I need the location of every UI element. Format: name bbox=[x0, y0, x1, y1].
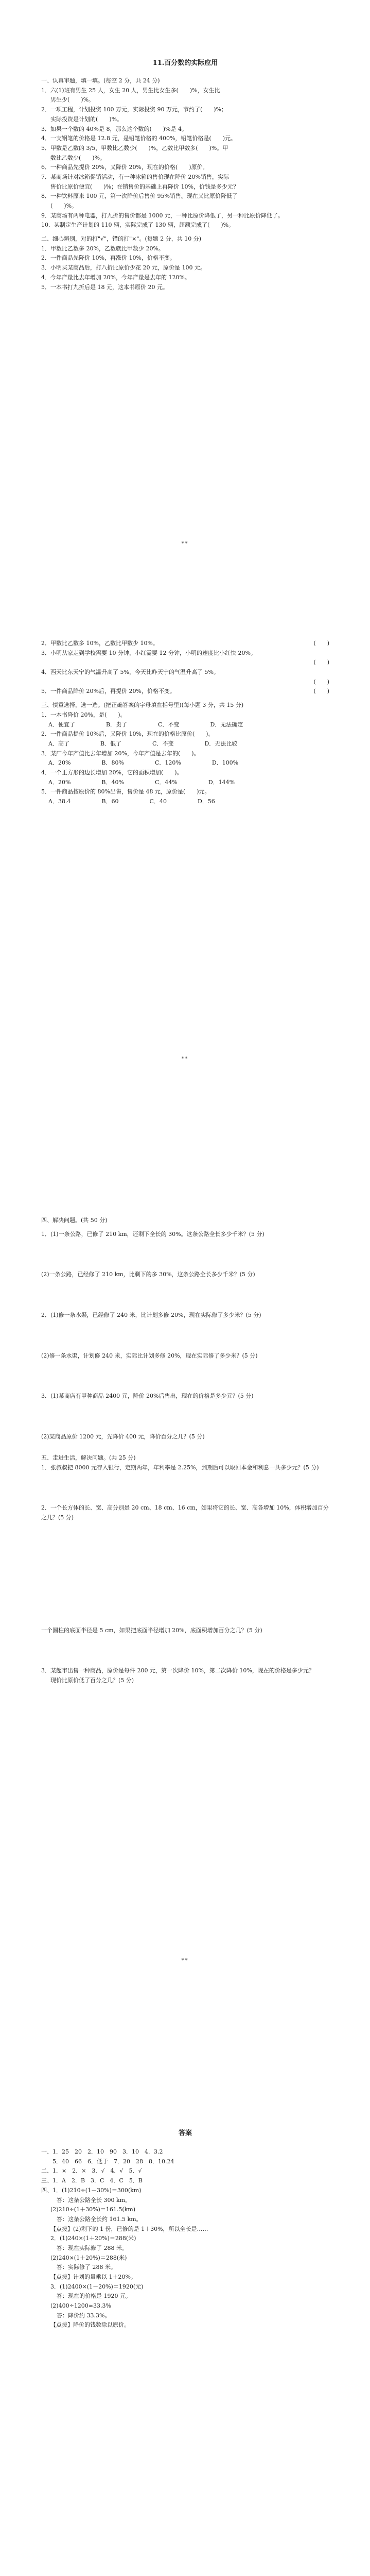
judge-line: 2．一件商品先降价 10%，再涨价 10%，价格不变。 bbox=[41, 255, 175, 262]
judge-paren: ( ) bbox=[313, 678, 329, 685]
section-heading: 五、走进生活，解决问题。(共 25 分) bbox=[41, 1454, 136, 1461]
judge-paren: ( ) bbox=[313, 659, 329, 666]
page-mark: ** bbox=[181, 1056, 189, 1062]
judge-line: 4．今年产量比去年增加 20%，今年产量是去年的 120%。 bbox=[41, 274, 190, 281]
choice-question: 5．一件商品按原价的 80%出售，售价是 48 元，原价是( )元。 bbox=[41, 788, 210, 795]
exercise-page-1 bbox=[41, 58, 329, 292]
page-title: 11.百分数的实际应用 bbox=[152, 59, 218, 67]
question-line: 4．一支钢笔的价格是 12.8 元，是铅笔价格的 400%，铅笔价格是( )元。 bbox=[41, 135, 237, 142]
question-line: 男生少( )%。 bbox=[50, 96, 95, 104]
question-line: 售价比原价便宜( )%；在销售价的基础上再降价 10%，价钱是多少元？ bbox=[50, 183, 239, 190]
word-problem: 2．(1)修一条水渠，已经修了 240 米，比计划多修 20%，现在实际修了多少米？(5 分) bbox=[41, 1312, 261, 1319]
question-line: 10．某制定生产计划的 110 辆，实际完成了 130 辆，超额完成了( )%。 bbox=[41, 222, 235, 229]
answer-line: 3．(1)2400×(1－20%)＝1920(元) bbox=[50, 2283, 144, 2290]
answer-line: 5．40 66 6．低于 7．20 28 8．10.24 bbox=[41, 2158, 174, 2165]
choice-options: A．38.4 B．60 C．40 D．56 bbox=[48, 798, 215, 805]
answer-hint: 【点拨】计划的量乘以 1＋20%。 bbox=[50, 2274, 136, 2281]
word-problem: (2)一条公路，已经修了 210 km，比剩下的多 30%，这条公路全长多少千米？(5 分) bbox=[41, 1271, 255, 1278]
judge-line: 3．小明从家走到学校需要 10 分钟，小红需要 12 分钟，小明的速度比小红快 20%。 bbox=[41, 649, 256, 656]
answer-line: 答：这条公路全长 300 km。 bbox=[57, 2196, 131, 2204]
answer-line: 三、1．A 2．B 3．C 4．C 5．B bbox=[41, 2177, 143, 2184]
choice-question: 4．一个正方形的边长增加 20%，它的面积增加( )。 bbox=[41, 769, 183, 776]
answer-line: (2)210÷(1＋30%)＝161.5(km) bbox=[50, 2206, 135, 2213]
word-problem: (2)修一条水渠，计划修 240 米，实际比计划多修 20%，现在实际修了多少米？(5 分) bbox=[41, 1352, 258, 1359]
word-problem: 1．(1)一条公路，已修了 210 km，还剩下全长的 30%。这条公路全长多少千米？(5 分) bbox=[41, 1230, 265, 1238]
question-line: 1．六(1)班有男生 25 人，女生 20 人，男生比女生多( )%，女生比 bbox=[41, 87, 220, 94]
question-line: 数比乙数少( )%。 bbox=[50, 154, 106, 161]
word-problem: 1．张叔叔把 8000 元存入银行，定期两年，年利率是 2.25%，到期后可以取回本金和利息一共多少元？(5 分) bbox=[41, 1464, 319, 1471]
question-line: 3．如果一个数的 40%是 8，那么这个数的( )%是 4。 bbox=[41, 125, 187, 132]
choice-options: A．高了 B．低了 C．不变 D．无法比较 bbox=[48, 740, 238, 747]
page-mark: ** bbox=[181, 541, 189, 547]
question-line: 6．一种商品先提价 20%，又降价 20%，现在的价格( )原价。 bbox=[41, 164, 208, 171]
word-problem: 现价比原价低了百分之几？(5 分) bbox=[50, 1676, 134, 1684]
judge-line: 1．甲数比乙数多 20%，乙数就比甲数少 20%。 bbox=[41, 245, 164, 252]
page-mark: ** bbox=[181, 1958, 189, 1963]
judge-line: 3．小明买某商品后，打八折比原价少花 20 元，原价是 100 元。 bbox=[41, 264, 206, 272]
question-line: ( )%。 bbox=[50, 202, 78, 210]
question-line: 7．某商场针对冰箱促销活动，有一种冰箱的售价现在降价 20%销售，实际 bbox=[41, 173, 229, 180]
judge-line: 4．西天比东天宁的气温升高了 5%，今天比昨天宁的气温升高了 5%。 bbox=[41, 669, 219, 676]
word-problem: 3．(1)某商店有甲种商品 2400 元，降价 20%后售出，现在的价格是多少元？(5 分) bbox=[41, 1393, 254, 1400]
answer-line: 四、1．(1)210÷(1－30%)＝300(km) bbox=[41, 2187, 142, 2194]
answer-line: 答：现在实际修了 288 米。 bbox=[57, 2244, 128, 2251]
exercise-page-3 bbox=[41, 1216, 329, 1686]
answer-line: 答：这条公路全长约 161.5 km。 bbox=[57, 2215, 142, 2223]
judge-line: 5．一件商品降价 20%后，再提价 20%，价格不变。 ( ) bbox=[41, 688, 329, 695]
exercise-page-2 bbox=[41, 639, 329, 807]
answer-line: 答：现在的价格是 1920 元。 bbox=[57, 2293, 131, 2300]
word-problem: 3．某超市出售一种商品，原价是每件 200 元，第一次降价 10%，第二次降价 10%，现在的价格是多少元？ bbox=[41, 1667, 314, 1674]
section-heading: 四、解决问题。(共 50 分) bbox=[41, 1217, 108, 1224]
answer-line: 一、1．25 20 2．10 90 3．10 4．3.2 bbox=[41, 2148, 163, 2156]
answer-line: 答：实际修了 288 米。 bbox=[57, 2264, 116, 2271]
answer-line: 二、1．× 2．× 3．√ 4．√ 5．√ bbox=[41, 2167, 142, 2175]
choice-question: 3．某厂今年产值比去年增加 20%，今年产值是去年的( )。 bbox=[41, 750, 200, 757]
choice-options: A．20% B．40% C．44% D．144% bbox=[48, 778, 235, 786]
question-line: 5．甲数是乙数的 3/5，甲数比乙数少( )%，乙数比甲数多( )%。甲 bbox=[41, 144, 228, 151]
answer-page bbox=[41, 2128, 329, 2330]
answer-title: 答案 bbox=[178, 2129, 192, 2137]
judge-line: 2．甲数比乙数多 10%，乙数比甲数少 10%。 ( ) bbox=[41, 640, 329, 647]
answer-line: (2)400÷1200≈33.3% bbox=[50, 2302, 111, 2310]
question-line: 2．一项工程，计划投资 100 万元，实际投资 90 万元，节约了( )%； bbox=[41, 106, 227, 113]
section-heading: 三、慎重选择，选一选。(把正确答案的字母填在括号里)(每小题 3 分，共 15 分) bbox=[41, 702, 244, 709]
choice-options: A．便宜了 B．贵了 C．不变 D．无法确定 bbox=[48, 721, 243, 728]
section-heading: 一、认真审题，填一填。(每空 2 分，共 24 分) bbox=[41, 77, 160, 84]
answer-line: (2)240×(1＋20%)＝288(米) bbox=[50, 2254, 127, 2261]
choice-options: A．20% B．80% C．120% D．100% bbox=[48, 759, 239, 767]
word-problem: 一个圆柱的底面半径是 5 cm，如果把底面半径增加 20%，底面积增加百分之几？(5 分) bbox=[41, 1626, 262, 1634]
question-line: 8．一种饮料原来 100 元，第一次降价后售价 95%销售。现在又比原价降低了 bbox=[41, 193, 238, 200]
answer-hint: 【点拨】降价的钱数除以原价。 bbox=[50, 2321, 130, 2329]
word-problem: 2．一个长方体的长、宽、高分别是 20 cm、18 cm、16 cm，如果将它的长、宽、高各增加 10%，体积增加百分之几？(5 分) bbox=[41, 1504, 329, 1521]
choice-question: 1．一本书降价 20%，是( )。 bbox=[41, 711, 126, 718]
question-line: 实际投资是计划的( )%。 bbox=[50, 115, 123, 123]
section-heading: 二、细心辨别，对的打"√"，错的打"×"。(每题 2 分，共 10 分) bbox=[41, 235, 202, 243]
question-line: 9．某商场有两种电器，打九折的售价都是 1000 元，一种比原价降低了，另一种比原价降低了。 bbox=[41, 212, 284, 219]
choice-question: 2．一件商品提价 10%后，又降价 10%，现在的价格比原价( )。 bbox=[41, 731, 214, 738]
judge-line: 5．一本书打九折后是 18 元，这本书原价 20 元。 bbox=[41, 283, 168, 291]
answer-line: 2．(1)240×(1＋20%)＝288(米) bbox=[50, 2235, 136, 2242]
word-problem: (2)某商品原价 1200 元，先降价 400 元，降价百分之几？(5 分) bbox=[41, 1433, 205, 1440]
answer-hint: 【点拨】(2)剩下的 1 份，已修的是 1＋30%，所以全长是…… bbox=[50, 2225, 208, 2232]
answer-line: 答：降价约 33.3%。 bbox=[57, 2312, 111, 2319]
